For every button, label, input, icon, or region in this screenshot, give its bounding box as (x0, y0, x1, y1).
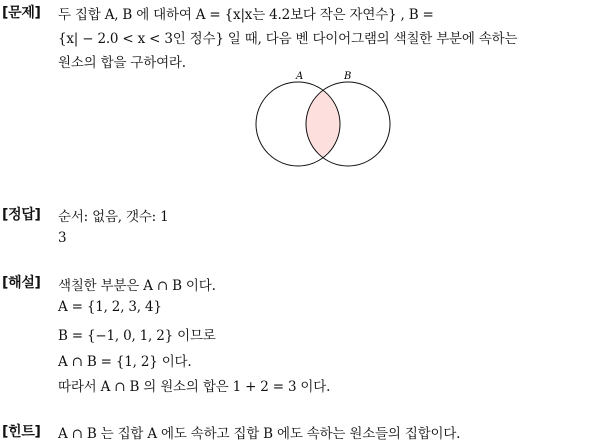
hint-tag: [힌트] (2, 424, 41, 440)
explanation-line-1: 색칠한 부분은 A ∩ B 이다. (58, 278, 216, 294)
answer-value: 3 (58, 230, 67, 246)
venn-diagram (250, 66, 400, 170)
explanation-line-3: B = {−1, 0, 1, 2} 이므로 (58, 328, 216, 344)
hint-line: A ∩ B 는 집합 A 에도 속하고 집합 B 에도 속하는 원소들의 집합이다. (58, 426, 461, 442)
explanation-line-2: A = {1, 2, 3, 4} (58, 299, 162, 315)
set-a-label: A (296, 71, 304, 82)
problem-line-2: {x| − 2.0 < x < 3인 정수} 일 때, 다음 벤 다이어그램의 색칠한 부분에 속하는 (58, 31, 518, 47)
problem-line-3: 원소의 합을 구하여라. (58, 55, 186, 71)
explanation-line-4: A ∩ B = {1, 2} 이다. (58, 354, 192, 370)
answer-line-1: 순서: 없음, 갯수: 1 (58, 209, 169, 225)
set-b-label: B (344, 71, 352, 82)
problem-tag: [문제] (2, 5, 41, 21)
answer-tag: [정답] (2, 207, 41, 223)
explanation-tag: [해설] (2, 275, 41, 291)
problem-line-1: 두 집합 A, B 에 대하여 A = {x|x는 4.2보다 작은 자연수} , B = (58, 7, 434, 23)
explanation-line-5: 따라서 A ∩ B 의 원소의 합은 1 + 2 = 3 이다. (58, 379, 331, 395)
